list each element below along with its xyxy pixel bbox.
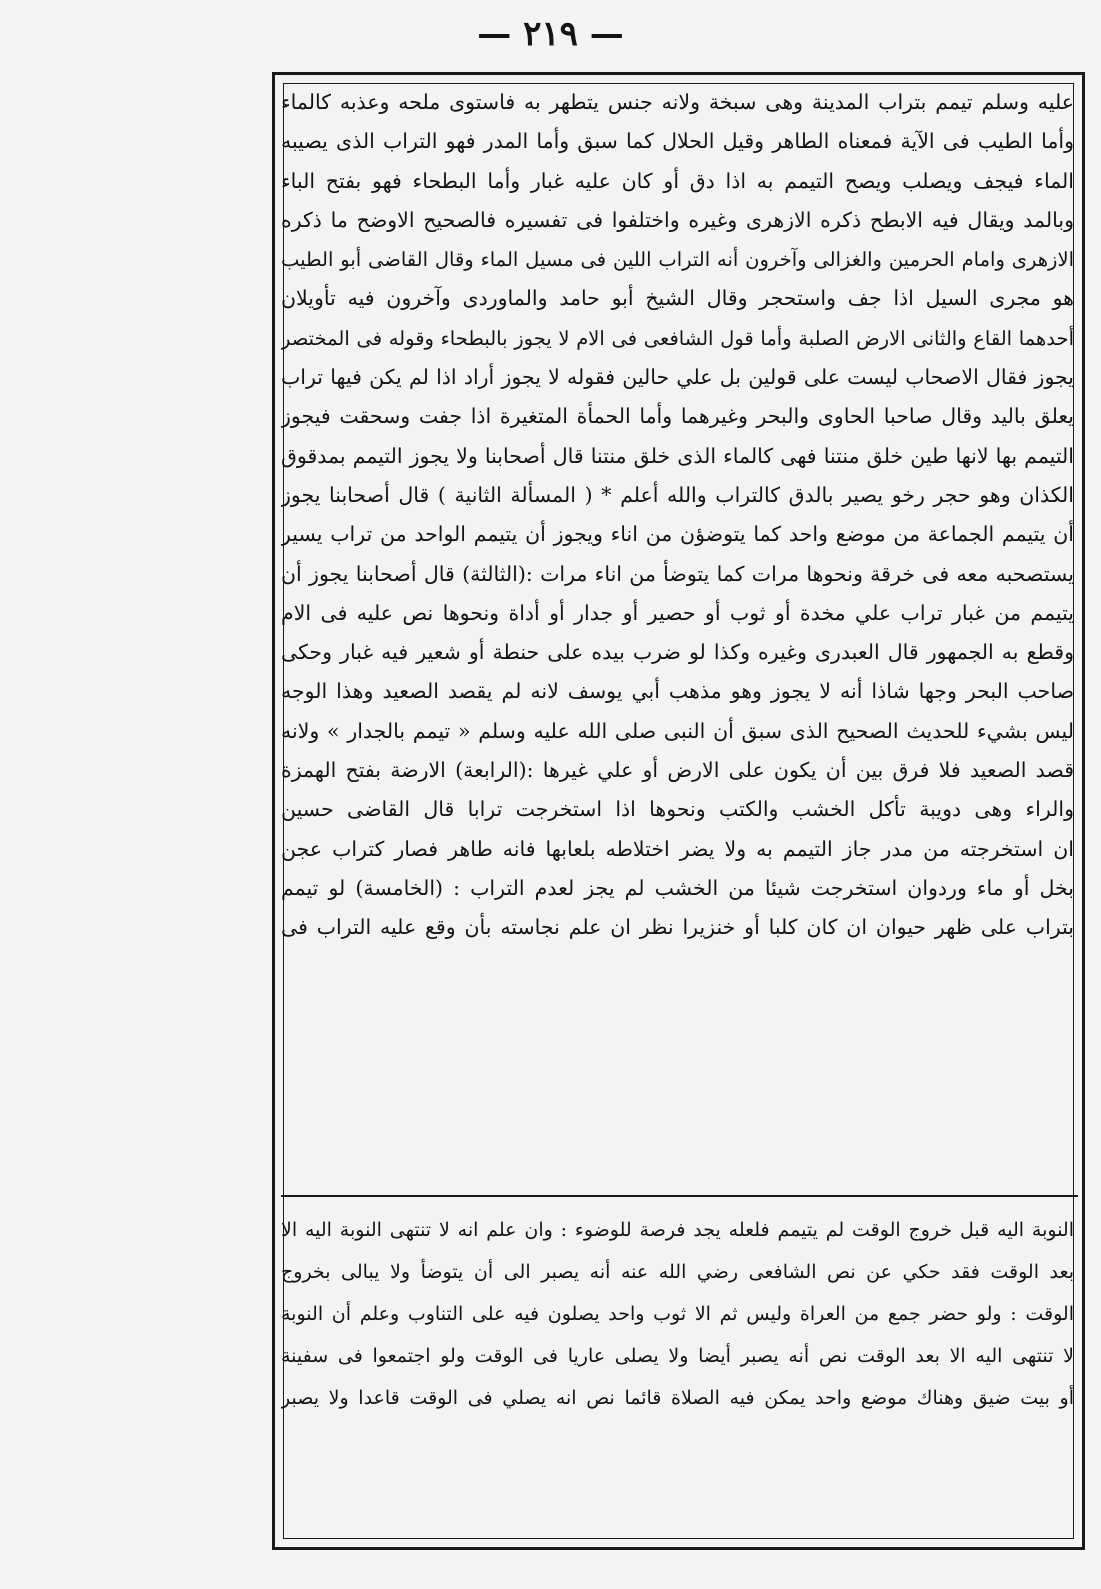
main-text-line: التيمم بها لانها طين خلق منتنا فهى كالماء الذى خلق منتنا قال أصحابنا ولا يجوز التيمم بمدقوق <box>281 443 1074 468</box>
footnote-separator <box>281 1195 1078 1197</box>
footnote-line: لا تنتهى اليه الا بعد الوقت نص أنه يصبر أيضا ولا يصلى عاريا فى الوقت ولو اجتمعوا فى سفينة <box>281 1345 1074 1367</box>
footnote-block <box>281 1209 1074 1533</box>
page-frame <box>272 72 1085 1550</box>
main-text-line: أن يتيمم الجماعة من موضع واحد كما يتوضؤن من اناء ويجوز أن يتيمم الواحد من تراب يسير <box>281 522 1074 547</box>
footnote-line: النوبة اليه قبل خروج الوقت لم يتيمم فلعله يجد فرصة للوضوء : وان علم انه لا تنتهى النوبة اليه الا <box>281 1219 1074 1241</box>
main-text-line: بتراب على ظهر حيوان ان كان كلبا أو خنزيرا نظر ان علم نجاسته بأن وقع عليه التراب فى <box>281 915 1074 940</box>
main-text-line: يعلق باليد وقال صاحبا الحاوى والبحر وغيرهما وأما الحمأة المتغيرة اذا جفت وسحقت فيجوز <box>281 404 1074 429</box>
main-text-line: بخل أو ماء وردوان استخرجت شيئا من الخشب لم يجز لعدم التراب : (الخامسة) لو تيمم <box>281 875 1074 900</box>
main-text-line: ليس بشيء للحديث الصحيح الذى سبق أن النبى صلى الله عليه وسلم « تيمم بالجدار » ولانه <box>281 718 1074 743</box>
main-text-line: الازهرى وامام الحرمين والغزالى وآخرون أنه التراب اللين فى مسيل الماء وقال القاضى أبو الطيب <box>281 248 1074 272</box>
main-text-line: والراء وهى دويبة تأكل الخشب والكتب ونحوها اذا استخرجت ترابا قال القاضى حسين <box>281 797 1074 822</box>
page-number: — ٢١٩ — <box>477 14 624 54</box>
main-text-line: الكذان وهو حجر رخو يصير بالدق كالتراب والله أعلم * ( المسألة الثانية ) قال أصحابنا يجوز <box>281 482 1074 507</box>
main-text-line: أحدهما القاع والثانى الارض الصلبة وأما قول الشافعى فى الام لا يجوز بالبطحاء وقوله فى المختصر <box>281 326 1074 350</box>
main-text-line: وأما الطيب فى الآية فمعناه الطاهر وقيل الحلال كما سبق وأما المدر فهو التراب الذى يصيبه <box>281 129 1074 154</box>
main-text-line: يستصحبه معه فى خرقة ونحوها مرات كما يتوضأ من اناء مرات :(الثالثة) قال أصحابنا يجوز أن <box>281 561 1074 586</box>
main-text-block <box>281 83 1074 1183</box>
main-text-line: يتيمم من غبار تراب علي مخدة أو ثوب أو حصير أو جدار أو أداة ونحوها نص عليه فى الام <box>281 600 1074 625</box>
footnote-line: بعد الوقت فقد حكي عن نص الشافعى رضي الله عنه أنه يصبر الى أن يتوضأ ولا يبالى بخروج <box>281 1261 1074 1283</box>
main-text-line: عليه وسلم تيمم بتراب المدينة وهى سبخة ولانه جنس يتطهر به فاستوى ملحه وعذبه كالماء <box>281 90 1074 114</box>
main-text-line: قصد الصعيد فلا فرق بين أن يكون على الارض أو علي غيرها :(الرابعة) الارضة بفتح الهمزة <box>281 758 1074 783</box>
main-text-line: صاحب البحر وجها شاذا أنه لا يجوز وهو مذهب أبي يوسف لانه لم يقصد الصعيد وهذا الوجه <box>281 679 1074 704</box>
main-text-line: الماء فيجف ويصلب ويصح التيمم به اذا دق أو كان عليه غبار وأما البطحاء فهو بفتح الباء <box>281 168 1074 193</box>
footnote-line: الوقت : ولو حضر جمع من العراة وليس ثم الا ثوب واحد يصلون فيه على التناوب وعلم أن النوبة <box>281 1303 1074 1325</box>
footnote-line: أو بيت ضيق وهناك موضع واحد يمكن فيه الصلاة قائما نص انه يصلي فى الوقت قاعدا ولا يصبر <box>281 1387 1074 1409</box>
main-text-line: يجوز فقال الاصحاب ليست على قولين بل علي حالين فقوله لا يجوز أراد اذا لم يكن فيها تراب <box>281 365 1074 390</box>
main-text-line: ان استخرجته من مدر جاز التيمم به ولا يضر اختلاطه بلعابها فانه طاهر فصار كتراب عجن <box>281 836 1074 861</box>
main-text-line: هو مجرى السيل اذا جف واستحجر وقال الشيخ أبو حامد والماوردى وآخرون فيه تأويلان <box>281 286 1074 311</box>
main-text-line: وقطع به الجمهور قال العبدرى وغيره وكذا لو ضرب بيده على حنطة أو شعير فيه غبار وحكى <box>281 640 1074 665</box>
main-text-line: وبالمد ويقال فيه الابطح ذكره الازهرى وغيره واختلفوا فى تفسيره فالصحيح الاوضح ما ذكره <box>281 207 1074 232</box>
